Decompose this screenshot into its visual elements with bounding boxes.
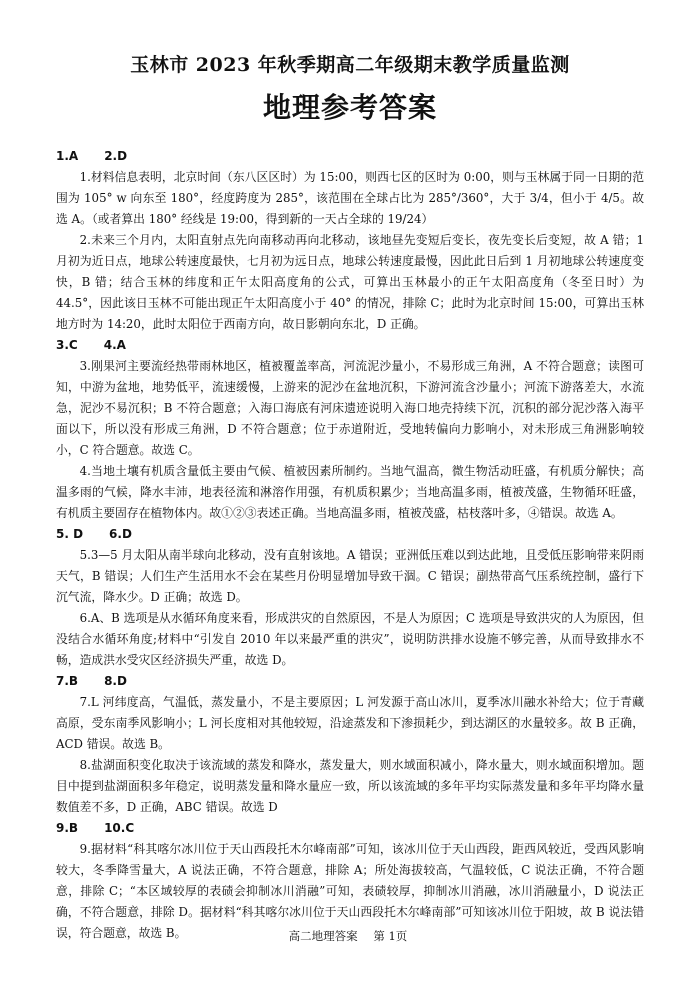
answer-label: 10.C	[104, 821, 135, 835]
explanation-paragraph: 5.3—5 月太阳从南半球向北移动，没有直射该地。A 错误；亚洲低压难以到达此地，且受低压影响带来阴雨天气，B 错误；人们生产生活用水不会在某些月份明显增加导致干涸。C 错误；副热带高气压系统控制，盛行下沉气流，降水少。D 正确；故选 D。	[56, 548, 644, 604]
explanation-paragraph: 2.未来三个月内，太阳直射点先向南移动再向北移动，该地昼先变短后变长，夜先变长后变短，故 A 错；1 月初为近日点，地球公转速度最快，七月初为远日点，地球公转速度最慢，因此此日后到 1 月初地球公转速度变快，B 错；结合玉林的纬度和正午太阳高度角的公式，可算出玉林最小的正午太阳高度角（冬至日时）为 44.5°，因此该日玉林不可能出现正午太阳高度小于 40° 的情况，排除 C；此时为北京时间 15:00，可算出玉林地方时为 14:20，此时太阳位于西南方向，故日影朝向东北，D 正确。	[56, 233, 644, 331]
answer-label: 9.B	[56, 821, 79, 835]
answer-row	[56, 818, 644, 839]
section-3-4	[56, 335, 644, 524]
page-number: 第 1页	[373, 929, 408, 943]
footer-title: 高二地理答案	[288, 929, 358, 943]
exam-title: 玉林市 2023 年秋季期高二年级期末教学质量监测	[130, 54, 570, 76]
answer-label: 5. D	[56, 527, 84, 541]
explanation-paragraph: 3.刚果河主要流经热带雨林地区，植被覆盖率高，河流泥沙量小，不易形成三角洲，A 不符合题意；读图可知，中游为盆地，地势低平，流速缓慢，上游来的泥沙在盆地沉积，下游河流含沙量小；河流下游落差大，水流急，泥沙不易沉积；B 不符合题意；入海口海底有河床遗迹说明入海口地壳持续下沉，沉积的部分泥沙落入海平面以下，所以没有形成三角洲，D 不符合题意；位于赤道附近，受地转偏向力影响小，对未形成三角洲影响较小，C 符合题意。故选 C。	[56, 359, 644, 457]
section-1-2	[56, 146, 644, 335]
answer-row	[56, 335, 644, 356]
answer-label: 8.D	[104, 674, 127, 688]
answer-label: 4.A	[103, 338, 126, 352]
section-5-6	[56, 524, 644, 671]
answer-label: 2.D	[104, 149, 128, 163]
explanation-paragraph: 6.A、B 选项是从水循环角度来看，形成洪灾的自然原因，不是人为原因；C 选项是导致洪灾的人为原因，但没结合水循环角度;材料中“引发自 2010 年以来最严重的洪灾”，说明防洪排水设施不够完善，从而导致排水不畅，造成洪水受灾区经济损失严重，故选 D。	[56, 611, 644, 667]
answer-key-title: 地理参考答案	[262, 91, 437, 124]
answer-row	[56, 671, 644, 692]
answer-row	[56, 146, 644, 167]
section-9-10	[56, 818, 644, 944]
explanation-paragraph: 7.L 河纬度高，气温低，蒸发量小，不是主要原因；L 河发源于高山冰川，夏季冰川融水补给大；位于青藏高原，受东南季风影响小；L 河长度相对其他较短，沿途蒸发和下渗损耗少，到达湖区的水量较多。故 B 正确，ACD 错误。故选 B。	[56, 695, 644, 751]
answer-label: 7.B	[56, 674, 79, 688]
answer-label: 6.D	[109, 527, 132, 541]
answer-row	[56, 524, 644, 545]
explanation-paragraph: 8.盐湖面积变化取决于该流域的蒸发和降水，蒸发量大，则水域面积减小，降水量大，则水域面积增加。题目中提到盐湖面积多年稳定，说明蒸发量和降水量应一致，所以该流域的多年平均实际蒸发量和多年平均降水量数值差不多，D 正确，ABC 错误。故选 D	[56, 758, 644, 814]
answer-label: 3.C	[56, 338, 78, 352]
explanation-paragraph: 9.据材料“科其喀尔冰川位于天山西段托木尔峰南部”可知，该冰川位于天山西段，距西风较近，受西风影响较大，冬季降雪量大，A 说法正确，不符合题意，排除 A；所处海拔较高，气温较低，C 说法正确，不符合题意，排除 C；“本区域较厚的表碛会抑制冰川消融”可知，表碛较厚，抑制冰川消融，冰川消融量小，D 说法正确，不符合题意，排除 D。据材料“科其喀尔冰川位于天山西段托木尔峰南部”可知该冰川位于阳坡，故 B 说法错误，符合题意，故选 B。	[56, 842, 644, 940]
answer-label: 1.A	[56, 149, 79, 163]
explanation-paragraph: 1.材料信息表明，北京时间（东八区区时）为 15:00，则西七区的区时为 0:00，则与玉林属于同一日期的范围为 105° w 向东至 180°，经度跨度为 285°，该范围在全球占比为 285°/360°，大于 3/4，但小于 4/5。故选 A。（或者算出 180° 经线是 19:00，得到新的一天占全球的 19/24）	[56, 170, 644, 226]
section-7-8	[56, 671, 644, 818]
explanation-paragraph: 4.当地土壤有机质含量低主要由气候、植被因素所制约。当地气温高，微生物活动旺盛，有机质分解快；高温多雨的气候，降水丰沛，地表径流和淋溶作用强，有机质积累少；当地高温多雨，植被茂盛，生物循环旺盛，有机质主要固存在植物体内。故①②③表述正确。当地高温多雨，植被茂盛，枯枝落叶多，④错误。故选 A。	[56, 464, 644, 520]
page-footer	[0, 928, 696, 944]
